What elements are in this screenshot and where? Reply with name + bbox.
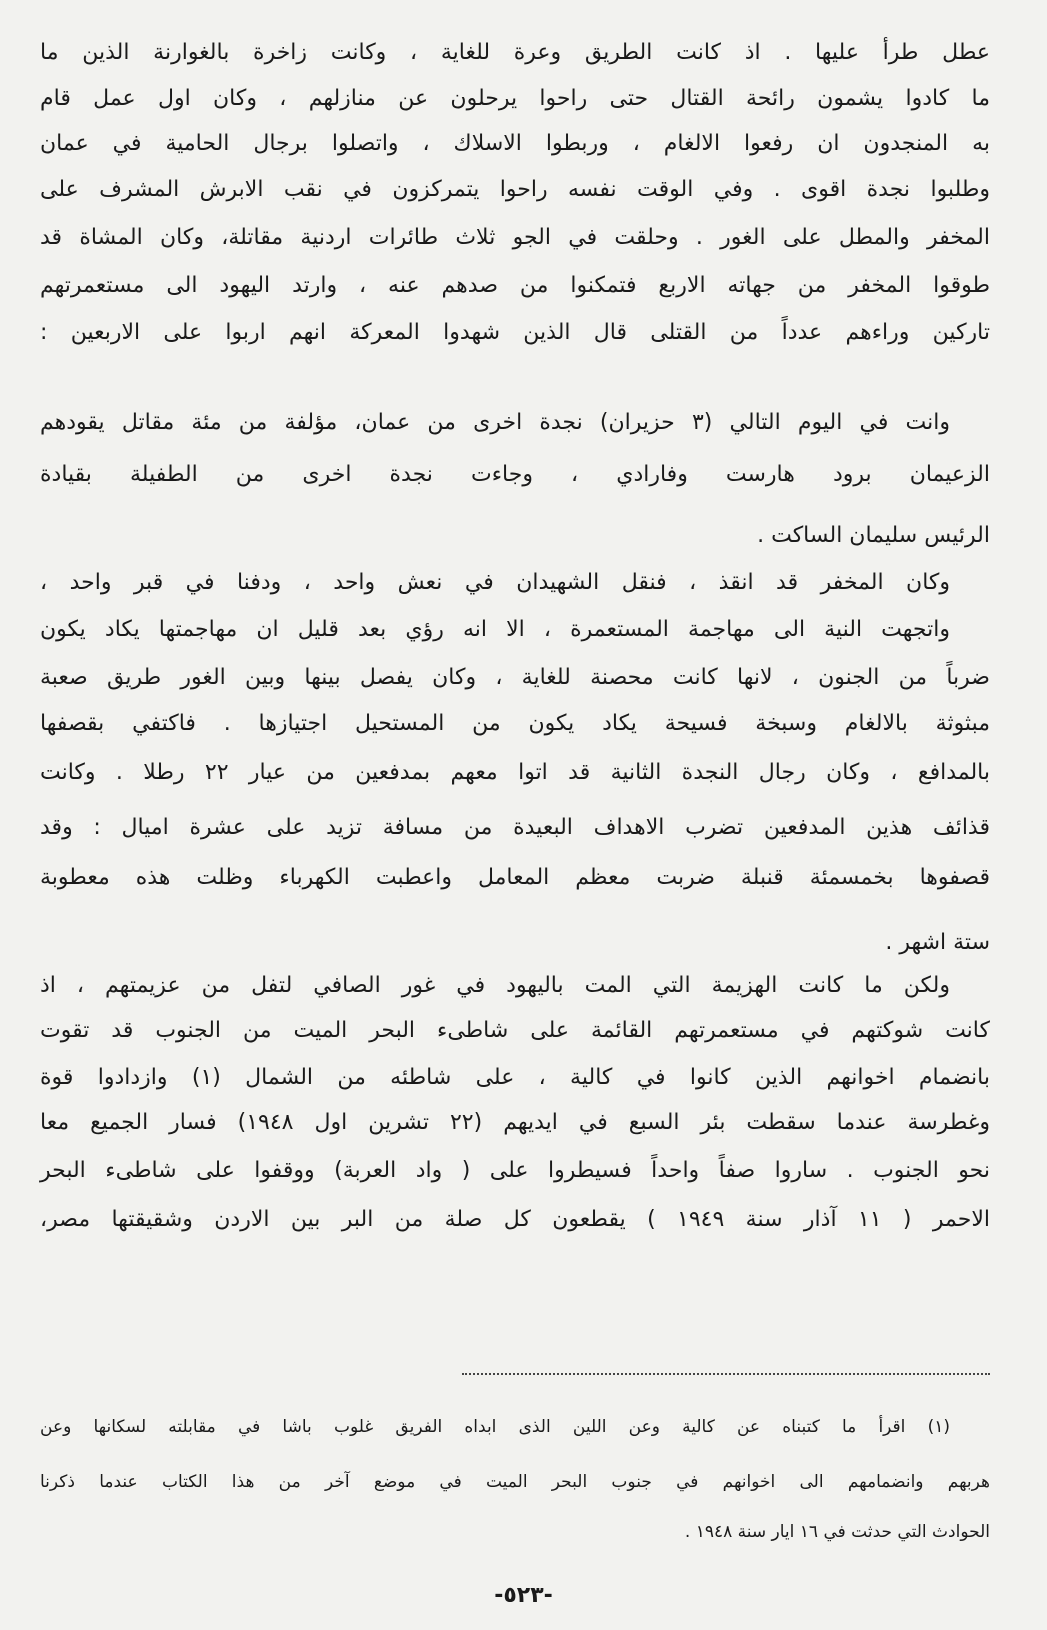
body-line: به المنجدون ان رفعوا الالغام ، وربطوا الاسلاك ، واتصلوا برجال الحامية في عمان [40, 131, 990, 156]
body-line: ما كادوا يشمون رائحة القتال حتى راحوا يرحلون عن منازلهم ، وكان اول عمل قام [40, 86, 990, 111]
body-line: وانت في اليوم التالي (٣ حزيران) نجدة اخرى من عمان، مؤلفة من مئة مقاتل يقودهم [40, 410, 950, 435]
body-line: ضرباً من الجنون ، لانها كانت محصنة للغاية ، وكان يفصل بينها وبين الغور طريق صعبة [40, 665, 990, 690]
body-line: طوقوا المخفر من جهاته الاربع فتمكنوا من صدهم عنه ، وارتد اليهود الى مستعمرتهم [40, 273, 990, 298]
body-line: واتجهت النية الى مهاجمة المستعمرة ، الا انه رؤي بعد قليل ان مهاجمتها يكاد يكون [40, 617, 950, 642]
body-line: ستة اشهر . [885, 930, 990, 955]
body-line: بالمدافع ، وكان رجال النجدة الثانية قد اتوا معهم بمدفعين من عيار ٢٢ رطلا . وكانت [40, 760, 990, 785]
body-line: ولكن ما كانت الهزيمة التي المت باليهود في غور الصافي لتفل من عزيمتهم ، اذ [40, 973, 950, 998]
body-line: وكان المخفر قد انقذ ، فنقل الشهيدان في نعش واحد ، ودفنا في قبر واحد ، [40, 570, 950, 595]
body-line: بانضمام اخوانهم الذين كانوا في كالية ، على شاطئه من الشمال (١) وازدادوا قوة [40, 1065, 990, 1090]
body-line: الاحمر ( ١١ آذار سنة ١٩٤٩ ) يقطعون كل صلة من البر بين الاردن وشقيقتها مصر، [40, 1207, 991, 1232]
footnote-line: هربهم وانضمامهم الى اخوانهم في جنوب البحر الميت في موضع آخر من هذا الكتاب عندما ذكرنا [40, 1472, 990, 1492]
footnote-divider [462, 1373, 990, 1375]
body-line: قذائف هذين المدفعين تضرب الاهداف البعيدة من مسافة تزيد على عشرة اميال : وقد [40, 815, 990, 840]
body-line: الزعيمان برود هارست وفارادي ، وجاءت نجدة اخرى من الطفيلة بقيادة [40, 462, 990, 487]
body-line: قصفوها بخمسمئة قنبلة ضربت معظم المعامل واعطبت الكهرباء وظلت هذه معطوبة [40, 865, 990, 890]
footnote-line: (١) اقرأ ما كتبناه عن كالية وعن اللين الذى ابداه الفريق غلوب باشا في مقابلته لسكانها وعن [40, 1417, 950, 1437]
body-line: مبثوثة بالالغام وسبخة فسيحة يكاد يكون من المستحيل اجتيازها . فاكتفي بقصفها [40, 711, 990, 736]
footnote-line: الحوادث التي حدثت في ١٦ ايار سنة ١٩٤٨ . [684, 1522, 990, 1542]
page-number: -٥٢٣- [494, 1583, 553, 1608]
body-line: الرئيس سليمان الساكت . [757, 523, 990, 548]
body-line: تاركين وراءهم عدداً من القتلى قال الذين شهدوا المعركة انهم اربوا على الاربعين : [40, 320, 990, 345]
body-line: المخفر والمطل على الغور . وحلقت في الجو ثلاث طائرات اردنية مقاتلة، وكان المشاة قد [40, 225, 990, 250]
body-line: وغطرسة عندما سقطت بئر السبع في ايديهم (٢٢ تشرين اول ١٩٤٨) فسار الجميع معا [40, 1110, 990, 1135]
body-line: كانت شوكتهم في مستعمرتهم القائمة على شاطىء البحر الميت من الجنوب قد تقوت [40, 1018, 990, 1043]
body-line: عطل طرأ عليها . اذ كانت الطريق وعرة للغاية ، وكانت زاخرة بالغوارنة الذين ما [40, 40, 990, 65]
body-line: وطلبوا نجدة اقوى . وفي الوقت نفسه راحوا يتمركزون في نقب الابرش المشرف على [40, 177, 990, 202]
body-line: نحو الجنوب . ساروا صفاً واحداً فسيطروا على ( واد العربة) ووقفوا على شاطىء البحر [40, 1158, 990, 1183]
